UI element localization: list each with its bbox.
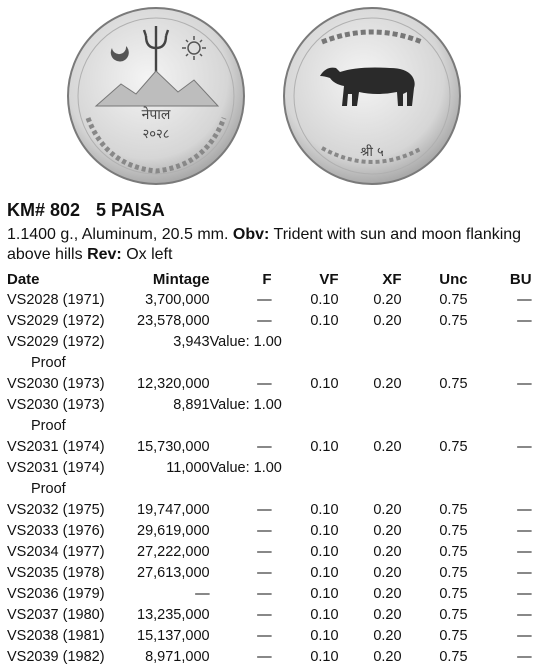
cell-xf: 0.20 bbox=[373, 607, 402, 623]
cell-mintage: — bbox=[195, 586, 210, 602]
cell-vf: 0.10 bbox=[310, 586, 339, 602]
cell-vf: 0.10 bbox=[310, 439, 339, 455]
cell-bu: — bbox=[517, 628, 532, 644]
cell-date: VS2032 (1975) bbox=[7, 502, 105, 518]
cell-unc: 0.75 bbox=[439, 544, 468, 560]
date-text: VS2029 (1972) bbox=[7, 334, 105, 350]
date-text: VS2031 (1974) bbox=[7, 460, 105, 476]
table-row-proof bbox=[7, 332, 532, 374]
col-f: F bbox=[262, 271, 272, 288]
cell-date: VS2031 (1974) bbox=[7, 439, 105, 455]
table-row bbox=[7, 521, 532, 542]
catalog-title bbox=[7, 200, 165, 221]
table-row bbox=[7, 437, 532, 458]
cell-mintage: 12,320,000 bbox=[137, 376, 210, 392]
cell-mintage: 19,747,000 bbox=[137, 502, 210, 518]
cell-vf: 0.10 bbox=[310, 565, 339, 581]
cell-mintage: 15,137,000 bbox=[137, 628, 210, 644]
obverse-numeral: २०२८ bbox=[142, 127, 170, 142]
cell-date: VS2030 (1973) bbox=[7, 376, 105, 392]
cell-mintage: 27,222,000 bbox=[137, 544, 210, 560]
cell-date: VS2037 (1980) bbox=[7, 607, 105, 623]
table-row bbox=[7, 647, 532, 668]
col-date: Date bbox=[7, 271, 40, 288]
cell-vf: 0.10 bbox=[310, 292, 339, 308]
cell-xf: 0.20 bbox=[373, 439, 402, 455]
cell-date: VS2039 (1982) bbox=[7, 649, 105, 665]
cell-mintage: 15,730,000 bbox=[137, 439, 210, 455]
table-row bbox=[7, 605, 532, 626]
cell-date: VS2033 (1976) bbox=[7, 523, 105, 539]
table-row bbox=[7, 290, 532, 311]
cell-f: — bbox=[257, 292, 272, 308]
cell-unc: 0.75 bbox=[439, 376, 468, 392]
obv-label: Obv: bbox=[232, 226, 270, 243]
table-row bbox=[7, 500, 532, 521]
cell-mintage: 29,619,000 bbox=[137, 523, 210, 539]
cell-unc: 0.75 bbox=[439, 649, 468, 665]
proof-label: Proof bbox=[31, 481, 66, 497]
cell-unc: 0.75 bbox=[439, 565, 468, 581]
table-row bbox=[7, 563, 532, 584]
cell-date bbox=[7, 332, 137, 374]
cell-vf: 0.10 bbox=[310, 376, 339, 392]
cell-date bbox=[7, 395, 137, 437]
cell-f: — bbox=[257, 544, 272, 560]
col-unc: Unc bbox=[439, 271, 468, 288]
col-vf: VF bbox=[319, 271, 339, 288]
cell-f: — bbox=[257, 628, 272, 644]
cell-mintage: 8,971,000 bbox=[145, 649, 210, 665]
cell-bu: — bbox=[517, 376, 532, 392]
col-bu: BU bbox=[509, 271, 532, 288]
cell-vf: 0.10 bbox=[310, 628, 339, 644]
cell-date: VS2029 (1972) bbox=[7, 313, 105, 329]
cell-f: — bbox=[257, 586, 272, 602]
cell-unc: 0.75 bbox=[439, 523, 468, 539]
rev-text: Ox left bbox=[126, 246, 173, 263]
cell-bu: — bbox=[517, 523, 532, 539]
cell-xf: 0.20 bbox=[373, 628, 402, 644]
cell-bu: — bbox=[517, 313, 532, 329]
cell-xf: 0.20 bbox=[373, 586, 402, 602]
cell-date: VS2036 (1979) bbox=[7, 586, 105, 602]
table-row-proof bbox=[7, 395, 532, 437]
cell-date: VS2035 (1978) bbox=[7, 565, 105, 581]
table-body bbox=[7, 290, 532, 668]
cell-date: VS2034 (1977) bbox=[7, 544, 105, 560]
cell-xf: 0.20 bbox=[373, 523, 402, 539]
proof-label: Proof bbox=[31, 418, 66, 434]
cell-vf: 0.10 bbox=[310, 313, 339, 329]
rev-label: Rev: bbox=[87, 246, 122, 263]
cell-bu: — bbox=[517, 502, 532, 518]
weight-line: 1.1400 g., Aluminum, 20.5 mm. bbox=[7, 226, 229, 243]
cell-f: — bbox=[257, 376, 272, 392]
cell-bu: — bbox=[517, 649, 532, 665]
cell-vf: 0.10 bbox=[310, 502, 339, 518]
proof-label: Proof bbox=[31, 355, 66, 371]
cell-xf: 0.20 bbox=[373, 649, 402, 665]
cell-value: Value: 1.00 bbox=[209, 334, 282, 350]
cell-unc: 0.75 bbox=[439, 628, 468, 644]
cell-xf: 0.20 bbox=[373, 565, 402, 581]
cell-f: — bbox=[257, 313, 272, 329]
cell-vf: 0.10 bbox=[310, 523, 339, 539]
cell-vf: 0.10 bbox=[310, 544, 339, 560]
cell-mintage: 11,000 bbox=[166, 460, 210, 476]
cell-bu: — bbox=[517, 586, 532, 602]
cell-mintage: 3,700,000 bbox=[145, 292, 210, 308]
coin-obverse-image bbox=[66, 6, 246, 186]
cell-bu: — bbox=[517, 439, 532, 455]
cell-f: — bbox=[257, 565, 272, 581]
cell-bu: — bbox=[517, 565, 532, 581]
cell-f: — bbox=[257, 649, 272, 665]
cell-mintage: 13,235,000 bbox=[137, 607, 210, 623]
date-text: VS2030 (1973) bbox=[7, 397, 105, 413]
col-mintage: Mintage bbox=[152, 271, 210, 288]
cell-unc: 0.75 bbox=[439, 607, 468, 623]
cell-xf: 0.20 bbox=[373, 313, 402, 329]
cell-unc: 0.75 bbox=[439, 586, 468, 602]
cell-date bbox=[7, 458, 137, 500]
coin-images bbox=[0, 0, 533, 192]
cell-unc: 0.75 bbox=[439, 313, 468, 329]
table-row bbox=[7, 542, 532, 563]
cell-value: Value: 1.00 bbox=[209, 460, 282, 476]
mintage-table bbox=[7, 270, 532, 668]
cell-unc: 0.75 bbox=[439, 439, 468, 455]
cell-f: — bbox=[257, 439, 272, 455]
table-row-proof bbox=[7, 458, 532, 500]
cell-vf: 0.10 bbox=[310, 607, 339, 623]
denomination: 5 PAISA bbox=[96, 200, 165, 220]
table-row bbox=[7, 374, 532, 395]
table-row bbox=[7, 311, 532, 332]
cell-xf: 0.20 bbox=[373, 502, 402, 518]
cell-xf: 0.20 bbox=[373, 376, 402, 392]
cell-mintage: 3,943 bbox=[173, 334, 210, 350]
cell-date: VS2038 (1981) bbox=[7, 628, 105, 644]
cell-unc: 0.75 bbox=[439, 502, 468, 518]
cell-date: VS2028 (1971) bbox=[7, 292, 105, 308]
cell-xf: 0.20 bbox=[373, 292, 402, 308]
cell-xf: 0.20 bbox=[373, 544, 402, 560]
cell-vf: 0.10 bbox=[310, 649, 339, 665]
coin-reverse-image bbox=[282, 6, 462, 186]
table-row bbox=[7, 584, 532, 605]
cell-bu: — bbox=[517, 544, 532, 560]
cell-mintage: 23,578,000 bbox=[137, 313, 210, 329]
cell-value: Value: 1.00 bbox=[209, 397, 282, 413]
cell-f: — bbox=[257, 523, 272, 539]
col-xf: XF bbox=[382, 271, 402, 288]
obv-text: Trident with sun and moon flanking above hills bbox=[7, 226, 522, 263]
cell-mintage: 8,891 bbox=[173, 397, 210, 413]
reverse-numeral: श्री ५ bbox=[360, 145, 384, 160]
cell-f: — bbox=[257, 607, 272, 623]
coin-description bbox=[7, 225, 527, 265]
km-number: KM# 802 bbox=[7, 200, 81, 220]
table-row bbox=[7, 626, 532, 647]
table-header bbox=[7, 270, 532, 290]
cell-bu: — bbox=[517, 607, 532, 623]
cell-f: — bbox=[257, 502, 272, 518]
svg-text:नेपाल: नेपाल bbox=[141, 107, 171, 123]
cell-mintage: 27,613,000 bbox=[137, 565, 210, 581]
cell-bu: — bbox=[517, 292, 532, 308]
cell-unc: 0.75 bbox=[439, 292, 468, 308]
